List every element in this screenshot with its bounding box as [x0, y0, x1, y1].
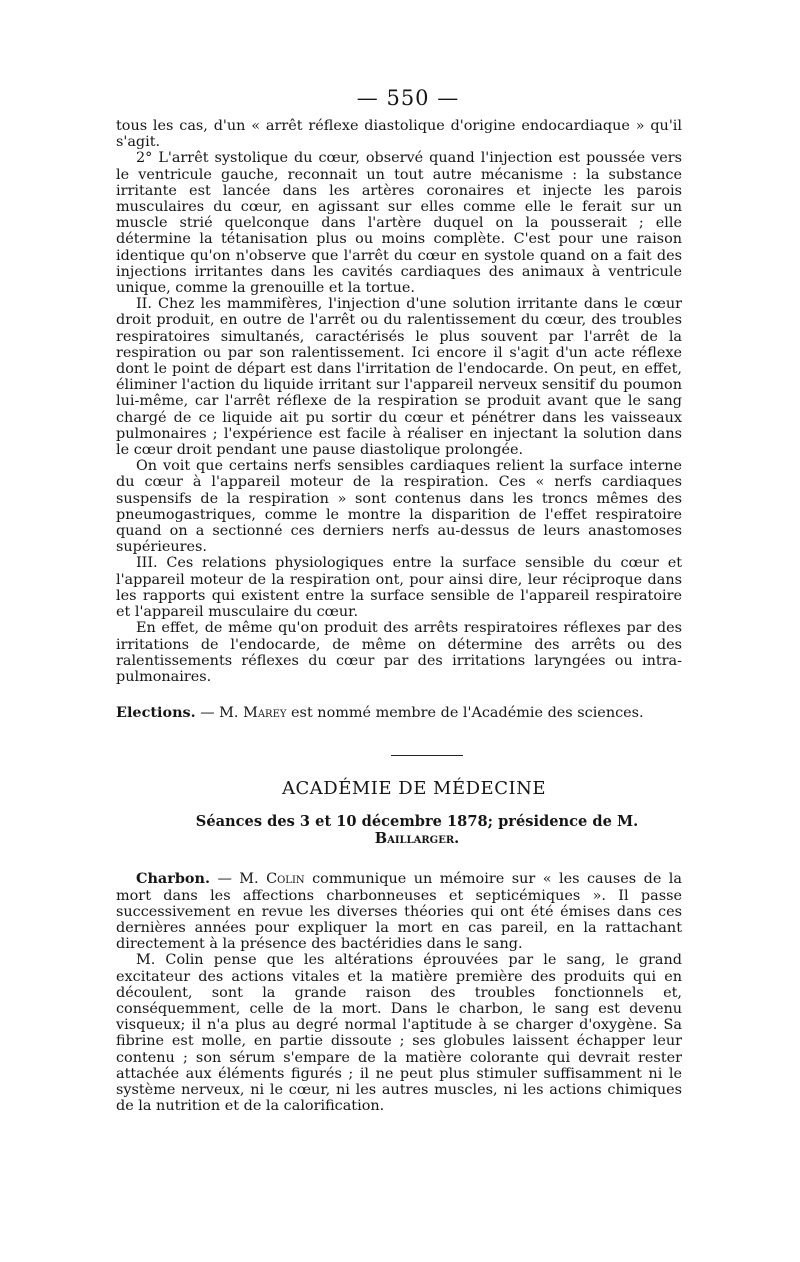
paragraph-mammals: II. Chez les mammifères, l'injection d'une solution irritante dans le cœur droit produit, en outre de l'arrêt ou du ralentissement du cœur, des troubles respiratoires simultanés, caractérisés le plus souvent par l'arrêt de la respiration ou par son ralentissement. Ici encore il s'agit d'un acte réflexe dont le point de départ est dans l'irritation de l'endocarde. On peut, en effet, éliminer l'action du liquide irritant sur l'appareil nerveux sensitif du poumon lui-même, car l'arrêt réflexe de la respiration se produit avant que le sang chargé de ce liquide ait pu sortir du cœur et pénétrer dans les vaisseaux pulmonaires ; l'expérience est facile à réaliser en injectant la solution dans le cœur droit pendant une pause diastolique prolongée.: [116, 296, 682, 459]
elections-paragraph: [116, 705, 682, 721]
session-line: [116, 813, 682, 847]
paragraph-systolic-arrest: 2° L'arrêt systolique du cœur, observé quand l'injection est poussée vers le ventricule gauche, reconnait un tout autre mécanisme : la substance irritante est lancée dans les artères coronaires et injecte les parois musculaires du cœur, en agissant sur elles comme elle le ferait sur un muscle strié quelconque dans l'artère duquel on la pousserait ; elle détermine la tétanisation plus ou moins complète. C'est pour une raison identique qu'on n'observe que l'arrêt du cœur en systole quand on a fait des injections irritantes dans les cavités cardiaques des animaux à ventricule unique, comme la grenouille et la tortue.: [116, 150, 682, 297]
section-title: ACADÉMIE DE MÉDECINE: [282, 778, 546, 800]
page-number: — 550 —: [356, 86, 460, 110]
elections-dash: — M.: [195, 705, 244, 722]
session-end: .: [454, 830, 460, 848]
president-name: Baillarger: [374, 830, 455, 848]
elections-name: Marey: [243, 705, 287, 722]
elections-text: est nommé membre de l'Académie des sciences.: [286, 705, 644, 722]
charbon-author: Colin: [266, 871, 305, 888]
charbon-paragraph-2: M. Colin pense que les altérations éprouvées par le sang, le grand excitateur des actions vitales et la matière première des produits qui en découlent, sont la grande raison des troubles fonctionnels et, conséquemment, celle de la mort. Dans le charbon, le sang est devenu visqueux; il n'a plus au degré normal l'aptitude à se charger d'oxygène. Sa fibrine est molle, en partie dissoute ; ses globules laissent échapper leur contenu ; son sérum s'empare de la matière colorante qui devrait rester attachée aux éléments figurés ; il ne peut plus stimuler suffisamment ni le système nerveux, ni le cœur, ni les autres muscles, ni les actions chimiques de la nutrition et de la calorification.: [116, 952, 682, 1115]
paragraph-reflex-arrests: En effet, de même qu'on produit des arrêts respiratoires réflexes par des irritations de l'endocarde, de même on détermine des arrêts ou des ralentissements réflexes du cœur par des irritations laryngées ou intra-pulmonaires.: [116, 620, 682, 685]
paragraph-continuation: tous les cas, d'un « arrêt réflexe diastolique d'origine endocardiaque » qu'il s'agit.: [116, 118, 682, 151]
book-page: [116, 86, 682, 1114]
charbon-paragraph: [116, 871, 682, 952]
elections-heading: Elections.: [116, 704, 196, 722]
charbon-text: communique un mémoire sur « les causes de la mort dans les affections charbonneuses et septicémiques ». Il passe successivement en revue les diverses théories qui ont été émises dans ces dernières années pour expliquer la mort en cas pareil, en la rattachant directement à la présence des bactéridies dans le sang.: [116, 871, 682, 953]
paragraph-cardiac-nerves: On voit que certains nerfs sensibles cardiaques relient la surface interne du cœur à l'appareil moteur de la respiration. Ces « nerfs cardiaques suspensifs de la respiration » sont contenus dans les troncs mêmes des pneumogastriques, comme le montre la disparition de l'effet respiratoire quand on a sectionné ces derniers nerfs au-dessus de leurs anastomoses supérieures.: [116, 458, 682, 556]
charbon-heading: Charbon.: [136, 870, 210, 888]
charbon-dash: — M.: [209, 871, 267, 888]
session-text: Séances des 3 et 10 décembre 1878; présidence de M.: [195, 813, 639, 831]
paragraph-relations: III. Ces relations physiologiques entre la surface sensible du cœur et l'appareil moteur de la respiration ont, pour ainsi dire, leur réciproque dans les rapports qui existent entre la surface sensible de l'appareil respiratoire et l'appareil musculaire du cœur.: [116, 555, 682, 621]
section-divider: [391, 755, 463, 756]
